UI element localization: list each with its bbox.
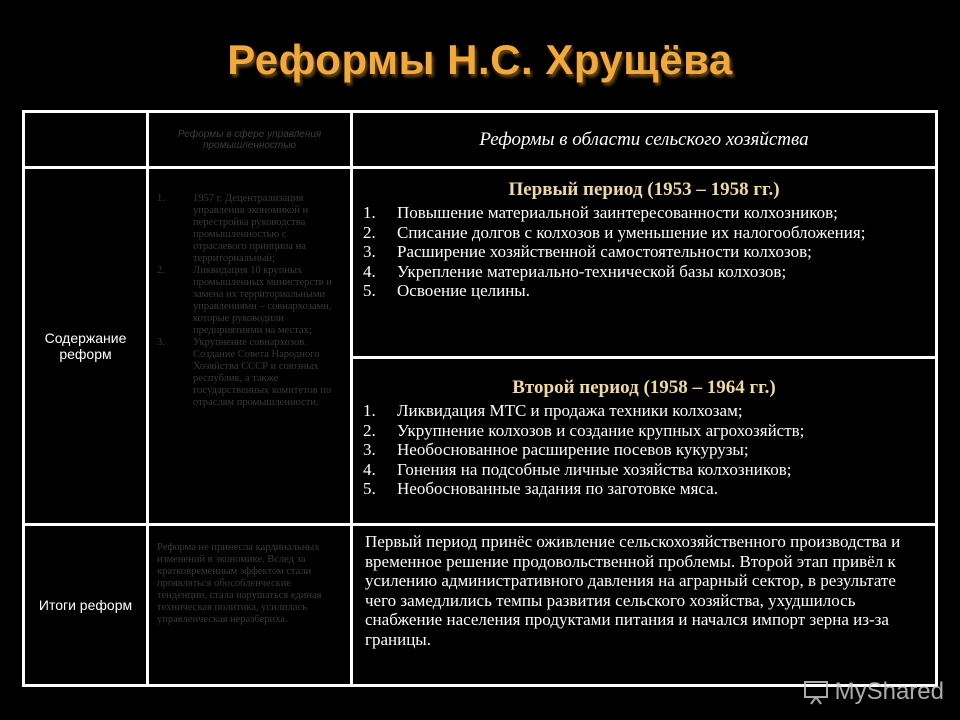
reforms-table	[22, 110, 938, 687]
item-text: Необоснованное расширение посевов кукурузы;	[397, 440, 749, 459]
list-item	[157, 265, 342, 337]
item-text: Укрепление материально-технической базы колхозов;	[397, 261, 787, 281]
agriculture-result: Первый период принёс оживление сельскохозяйственного производства и временное решение продовольственной проблемы. Второй этап привёл к усилению административного давления на аграрный сектор, в результате чего замедлились темпы развития сельского хозяйства, ухудшилось снабжение населения продуктами питания и начался импорт зерна из-за границы.	[353, 526, 935, 684]
row-label-content: Содержание реформ	[25, 169, 146, 523]
watermark	[803, 678, 944, 706]
header-agriculture: Реформы в области сельского хозяйства	[353, 113, 935, 166]
item-number: 1.	[157, 193, 165, 204]
list-item	[363, 262, 925, 282]
period-1-cell	[353, 169, 935, 356]
list-item	[363, 479, 925, 499]
period-1-title: Первый период (1953 – 1958 гг.)	[508, 179, 780, 200]
item-text: 1957 г. Децентрализация управления экономикой и перестройка руководства промышленностью с отраслевого принципа на территориальный;	[193, 193, 309, 264]
watermark-text: MyShared	[834, 678, 944, 705]
slide-title: Реформы Н.С. Хрущёва	[227, 36, 733, 83]
list-item	[363, 281, 925, 301]
item-number: 4.	[363, 459, 376, 479]
list-item	[363, 421, 925, 441]
item-text: Гонения на подсобные личные хозяйства колхозников;	[397, 459, 792, 479]
item-number: 1.	[363, 203, 376, 222]
industry-result: Реформа не принесла кардинальных изменений в экономике. Вслед за кратковременным эффектом стали проявляться обособленческие тенденции, стала нарушаться единая техническая политика, усилилась управленческая неразбериха.	[149, 526, 350, 684]
item-number: 5.	[363, 281, 376, 300]
header-industry: Реформы в сфере управления промышленностью	[149, 113, 350, 166]
list-item	[363, 440, 925, 460]
industry-list	[157, 193, 342, 409]
item-text: Ликвидация 10 крупных промышленных министерств и замена их территориальными управлениями – совнархозами, которые руководили предприятиями на местах;	[193, 265, 332, 336]
list-item	[363, 401, 925, 421]
item-text: Расширение хозяйственной самостоятельности колхозов;	[397, 242, 812, 261]
list-item	[157, 337, 342, 409]
list-item	[157, 193, 342, 265]
item-text: Списание долгов с колхозов и уменьшение их налогообложения;	[397, 222, 866, 242]
list-item	[363, 223, 925, 243]
period-2-list	[363, 401, 925, 499]
item-number: 5.	[363, 479, 376, 498]
item-text: Ликвидация МТС и продажа техники колхозам;	[397, 401, 743, 420]
industry-content	[149, 169, 350, 523]
list-item	[363, 242, 925, 262]
presentation-icon	[803, 679, 829, 705]
item-text: Укрупнение колхозов и создание крупных агрохозяйств;	[397, 420, 805, 440]
item-text: Повышение материальной заинтересованности колхозников;	[397, 203, 838, 222]
period-2-cell	[353, 359, 935, 523]
item-number: 1.	[363, 401, 376, 420]
item-text: Необоснованные задания по заготовке мяса.	[397, 479, 718, 498]
item-number: 2.	[363, 420, 376, 440]
list-item	[363, 203, 925, 223]
period-1-list	[363, 203, 925, 301]
item-text: Укрупнение совнархозов. Создание Совета Народного Хозяйства СССР и союзных республик, а также государственных комитетов по отраслям промышленности.	[193, 337, 332, 408]
item-number: 2.	[157, 265, 165, 276]
item-number: 3.	[363, 242, 376, 261]
row-label-results: Итоги реформ	[25, 526, 146, 684]
item-number: 3.	[157, 337, 165, 348]
period-2-title: Второй период (1958 – 1964 гг.)	[512, 377, 776, 398]
item-number: 4.	[363, 261, 376, 281]
list-item	[363, 460, 925, 480]
item-number: 2.	[363, 222, 376, 242]
item-text: Освоение целины.	[397, 281, 530, 300]
item-number: 3.	[363, 440, 376, 459]
corner-cell	[25, 113, 146, 166]
